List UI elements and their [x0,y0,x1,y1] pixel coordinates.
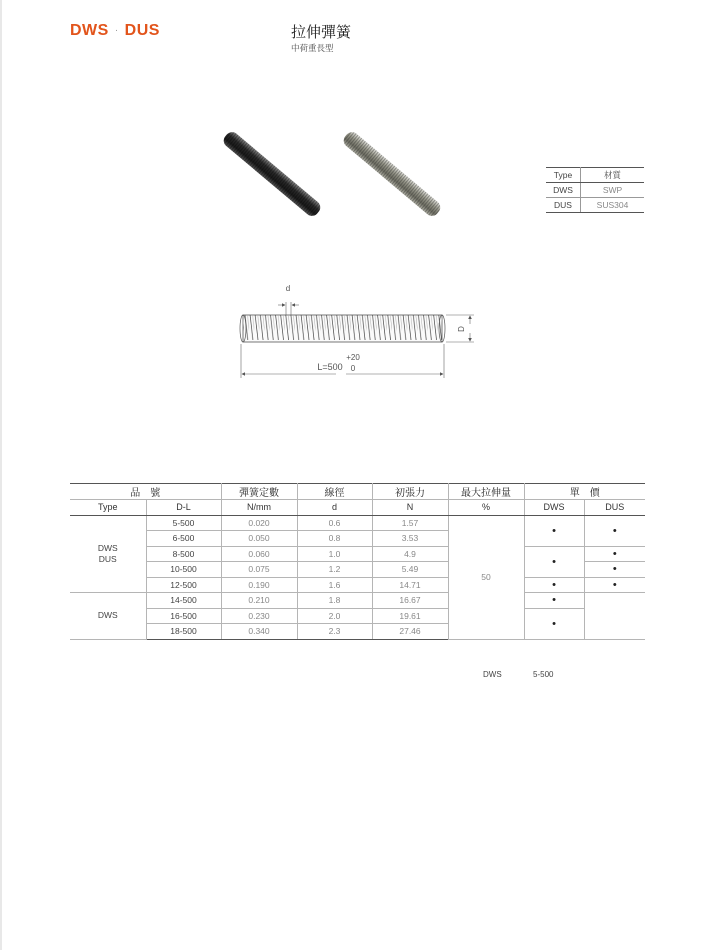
header-wire-diameter: 線徑 [297,484,372,500]
header-max-extension: 最大拉伸量 [448,484,524,500]
type-group-dws-dus [70,515,146,593]
price-dws-bullet: • [524,546,584,577]
material-row [546,183,644,198]
dl-cell: 18-500 [146,624,221,640]
material-header-type: Type [546,168,581,183]
wire-cell: 1.8 [297,593,372,609]
header-initial-tension: 初張力 [372,484,448,500]
material-type: DWS [546,183,581,198]
price-dws-bullet: • [524,515,584,546]
wire-cell: 2.0 [297,608,372,624]
header-spring-rate: 彈簧定數 [221,484,297,500]
max-extension-cell: 50 [448,515,524,639]
table-row [70,577,645,593]
wire-cell: 1.2 [297,562,372,578]
price-dus-bullet: • [584,562,645,578]
rate-cell: 0.230 [221,608,297,624]
table-row [70,608,645,624]
type-group-dws: DWS [70,593,146,640]
dl-cell: 10-500 [146,562,221,578]
subheader-max-unit: % [448,500,524,516]
rate-cell: 0.060 [221,546,297,562]
wire-cell: 1.6 [297,577,372,593]
header-unit-price: 單 價 [524,484,645,500]
wire-cell: 1.0 [297,546,372,562]
price-dus-bullet: • [584,577,645,593]
table-row [70,546,645,562]
dws-spring-photo [218,128,326,220]
subheader-rate-unit: N/mm [221,500,297,516]
price-dus-bullet: • [584,546,645,562]
price-dws-bullet: • [524,593,584,609]
tension-cell: 19.61 [372,608,448,624]
table-row [70,593,645,609]
material-type: DUS [546,198,581,213]
rate-cell: 0.075 [221,562,297,578]
length-tolerance-lower: 0 [350,364,356,373]
material-table [546,167,644,213]
wire-cell: 0.8 [297,531,372,547]
subheader-price-dws: DWS [524,500,584,516]
material-value: SUS304 [581,198,645,213]
brand-title [70,22,160,40]
price-dus-empty [584,593,645,640]
wire-cell: 2.3 [297,624,372,640]
rate-cell: 0.210 [221,593,297,609]
subheader-wire-unit: d [297,500,372,516]
tension-cell: 27.46 [372,624,448,640]
wire-diameter-label: d [285,284,291,293]
material-row [546,198,644,213]
price-dus-bullet: • [584,515,645,546]
brand-dus: DUS [124,22,160,39]
wire-cell: 0.6 [297,515,372,531]
coil-diameter-label: D [457,326,466,332]
table-row [70,515,645,531]
tension-cell: 3.53 [372,531,448,547]
tension-cell: 16.67 [372,593,448,609]
rate-cell: 0.020 [221,515,297,531]
rate-cell: 0.190 [221,577,297,593]
tension-cell: 14.71 [372,577,448,593]
dl-cell: 5-500 [146,515,221,531]
subheader-dl: D-L [146,500,221,516]
rate-cell: 0.340 [221,624,297,640]
brand-separator: · [114,25,119,36]
length-label: L=500 [317,362,343,372]
price-dws-bullet: • [524,608,584,639]
order-example-type: DWS [483,670,502,679]
tension-cell: 5.49 [372,562,448,578]
page-left-edge [0,0,2,950]
subheader-tension-unit: N [372,500,448,516]
page-title: 拉伸彈簧 [291,23,352,41]
type-dus: DUS [98,553,117,564]
dl-cell: 8-500 [146,546,221,562]
rate-cell: 0.050 [221,531,297,547]
dl-cell: 14-500 [146,593,221,609]
dus-spring-photo [338,128,446,220]
spring-dimension-drawing [236,280,481,385]
page-subtitle: 中荷重長型 [291,44,334,54]
type-dws: DWS [97,542,118,553]
spec-table [70,483,645,640]
tension-cell: 1.57 [372,515,448,531]
dl-cell: 16-500 [146,608,221,624]
tension-cell: 4.9 [372,546,448,562]
brand-dws: DWS [70,22,109,39]
order-example-dl: 5-500 [533,670,554,679]
price-dws-bullet: • [524,577,584,593]
subheader-type: Type [70,500,146,516]
material-header-material: 材質 [581,168,645,183]
length-tolerance-upper: +20 [346,353,360,362]
dl-cell: 12-500 [146,577,221,593]
material-value: SWP [581,183,645,198]
header-part-no: 品 號 [70,484,221,500]
dl-cell: 6-500 [146,531,221,547]
subheader-price-dus: DUS [584,500,645,516]
